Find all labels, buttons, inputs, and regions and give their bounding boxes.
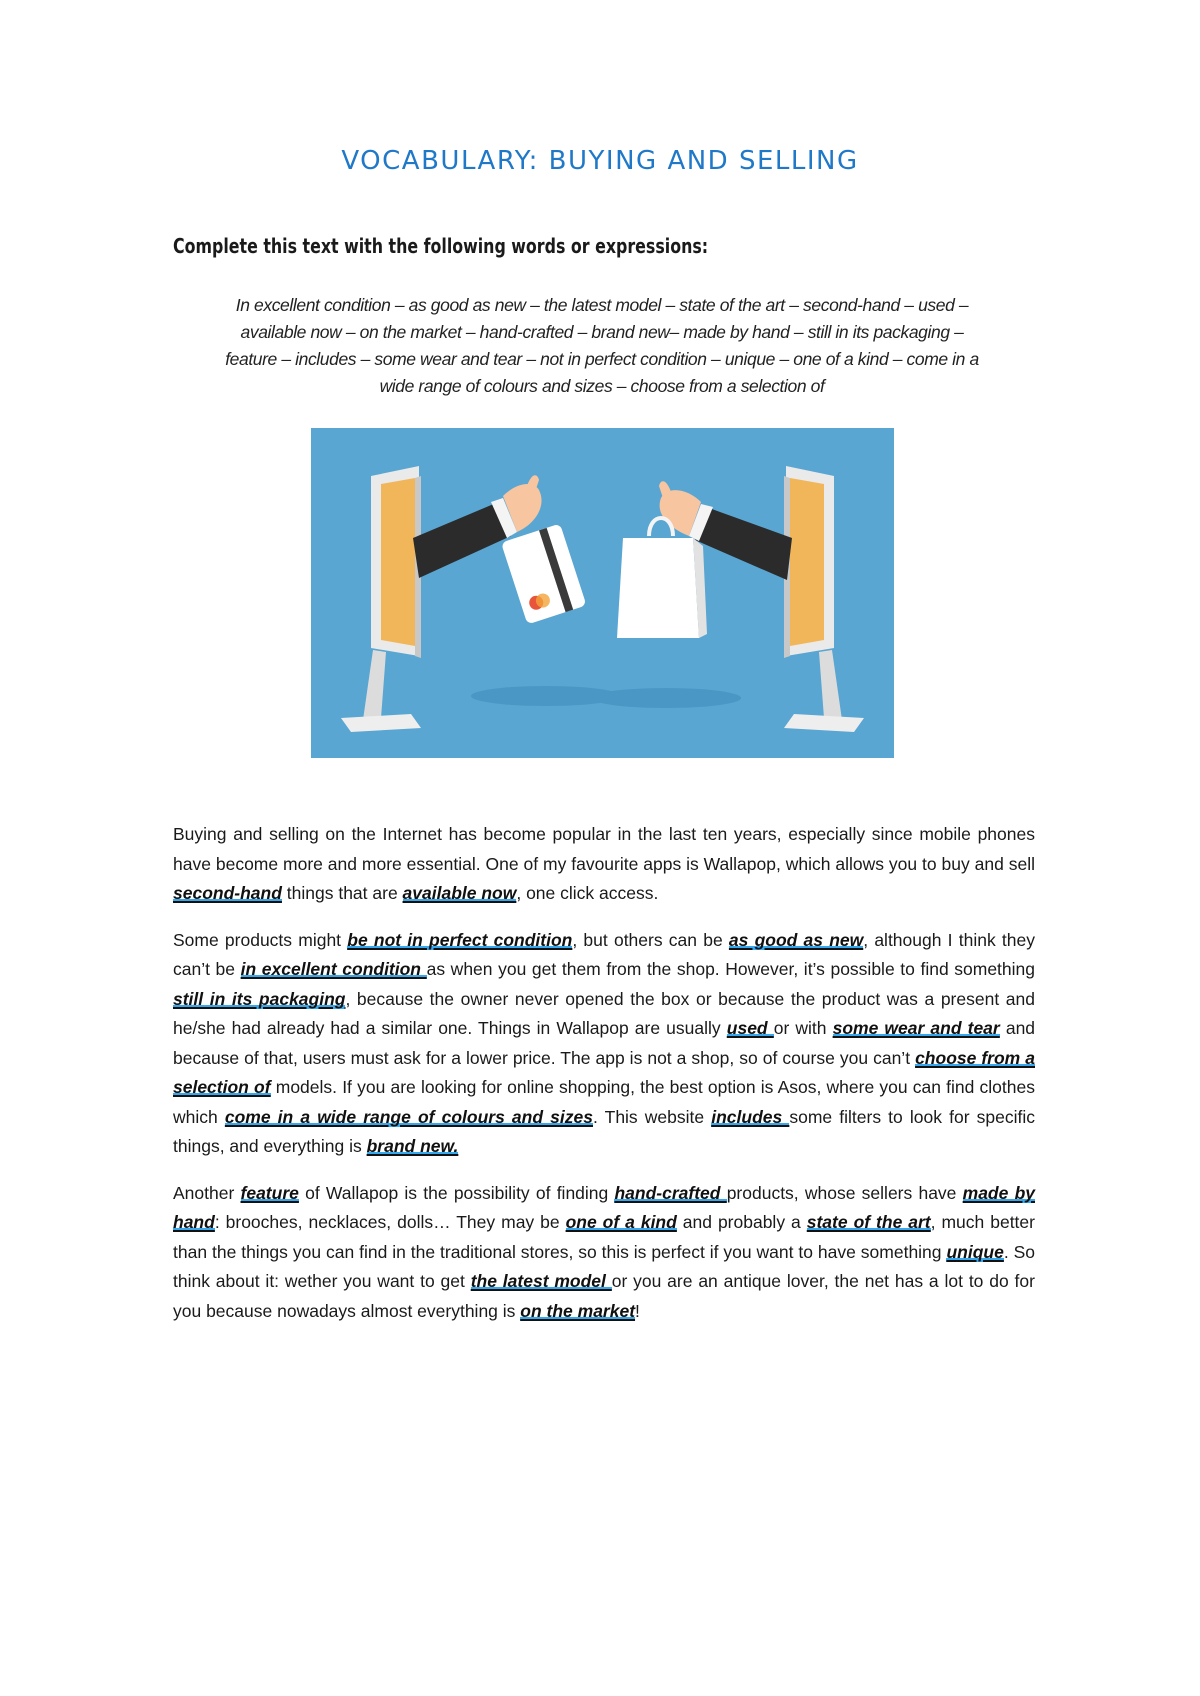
text-segment: or you are an antique lover, the net has a lot to do for you because nowadays almost everything is <box>173 1271 1035 1321</box>
text-paragraph <box>173 820 1035 909</box>
answer-highlight: feature <box>240 1182 299 1203</box>
online-shopping-illustration <box>311 428 894 758</box>
left-monitor-icon <box>341 466 421 732</box>
text-segment: Some products might <box>173 929 348 950</box>
answer-highlight: on the market <box>520 1300 636 1321</box>
text-segment: : brooches, necklaces, dolls… They may be <box>214 1212 566 1232</box>
text-segment: or with <box>773 1018 833 1038</box>
text-segment: things that are <box>281 883 403 903</box>
text-segment: Another <box>173 1182 241 1203</box>
right-monitor-icon <box>784 466 864 732</box>
text-paragraph <box>173 1179 1035 1327</box>
answer-highlight: used <box>726 1018 774 1038</box>
answer-highlight: hand-crafted <box>614 1182 727 1203</box>
text-segment: of Wallapop is the possibility of finding <box>298 1182 615 1203</box>
text-segment: some filters to look for specific things, and everything is <box>173 1106 1035 1156</box>
page-title: VOCABULARY: BUYING AND SELLING <box>341 146 859 176</box>
text-segment: ! <box>635 1300 640 1321</box>
answer-highlight: still in its packaging <box>173 988 346 1009</box>
text-segment: , because the owner never opened the box or because the product was a present and he/she had already had a similar one. Things in Wallapop are usually <box>173 988 1035 1038</box>
text-segment: , but others can be <box>572 929 729 950</box>
answer-highlight: state of the art <box>806 1212 931 1232</box>
text-segment: , much better than the things you can find in the traditional stores, so this is perfect if you want to have something <box>173 1212 1035 1262</box>
answer-highlight: made by hand <box>173 1182 1035 1232</box>
text-paragraph <box>173 926 1035 1162</box>
answer-highlight: in excellent condition <box>240 959 427 979</box>
text-segment: . This website <box>592 1106 712 1127</box>
answer-highlight: available now <box>402 883 517 903</box>
text-segment: products, whose sellers have <box>726 1182 963 1203</box>
text-segment: , one click access. <box>516 883 659 903</box>
answer-highlight: come in a wide range of colours and sizes <box>224 1106 593 1127</box>
right-hand-bag-icon <box>617 481 792 638</box>
reading-text <box>173 820 1035 1343</box>
text-segment: and because of that, users must ask for a lower price. The app is not a shop, so of course you can’t <box>173 1018 1036 1068</box>
word-bank: In excellent condition – as good as new – the latest model – state of the art – second-hand – used – available now – on the market – hand-crafted – brand new– made by hand – still in its packaging – feature – includes – some wear and tear – not in perfect condition – unique – one of a kind – come in a wide range of colours and sizes – choose from a selection of <box>225 295 979 396</box>
answer-highlight: includes <box>711 1106 790 1127</box>
answer-highlight: brand new. <box>366 1136 459 1156</box>
answer-highlight: the latest model <box>470 1271 612 1291</box>
online-shopping-icon <box>311 428 894 758</box>
answer-highlight: as good as new <box>728 929 864 950</box>
answer-highlight: unique <box>946 1241 1004 1262</box>
text-segment: , although I think they can’t be <box>173 929 1035 979</box>
text-segment: as when you get them from the shop. However, it’s possible to find something <box>426 959 1036 979</box>
answer-highlight: choose from a selection of <box>173 1047 1035 1097</box>
exercise-instruction: Complete this text with the following words or expressions: <box>173 234 709 258</box>
text-segment: models. If you are looking for online shopping, the best option is Asos, where you can find clothes which <box>173 1077 1035 1127</box>
text-segment: Buying and selling on the Internet has become popular in the last ten years, especially since mobile phones have become more and more essential. One of my favourite apps is Wallapop, which allows you to buy and sell <box>173 824 1035 874</box>
answer-highlight: one of a kind <box>565 1212 677 1232</box>
text-segment: . So think about it: wether you want to get <box>173 1241 1035 1291</box>
answer-highlight: be not in perfect condition <box>347 929 573 950</box>
answer-highlight: some wear and tear <box>832 1018 1000 1038</box>
text-segment: and probably a <box>676 1212 807 1232</box>
left-hand-card-icon <box>413 475 587 624</box>
answer-highlight: second-hand <box>173 883 282 903</box>
